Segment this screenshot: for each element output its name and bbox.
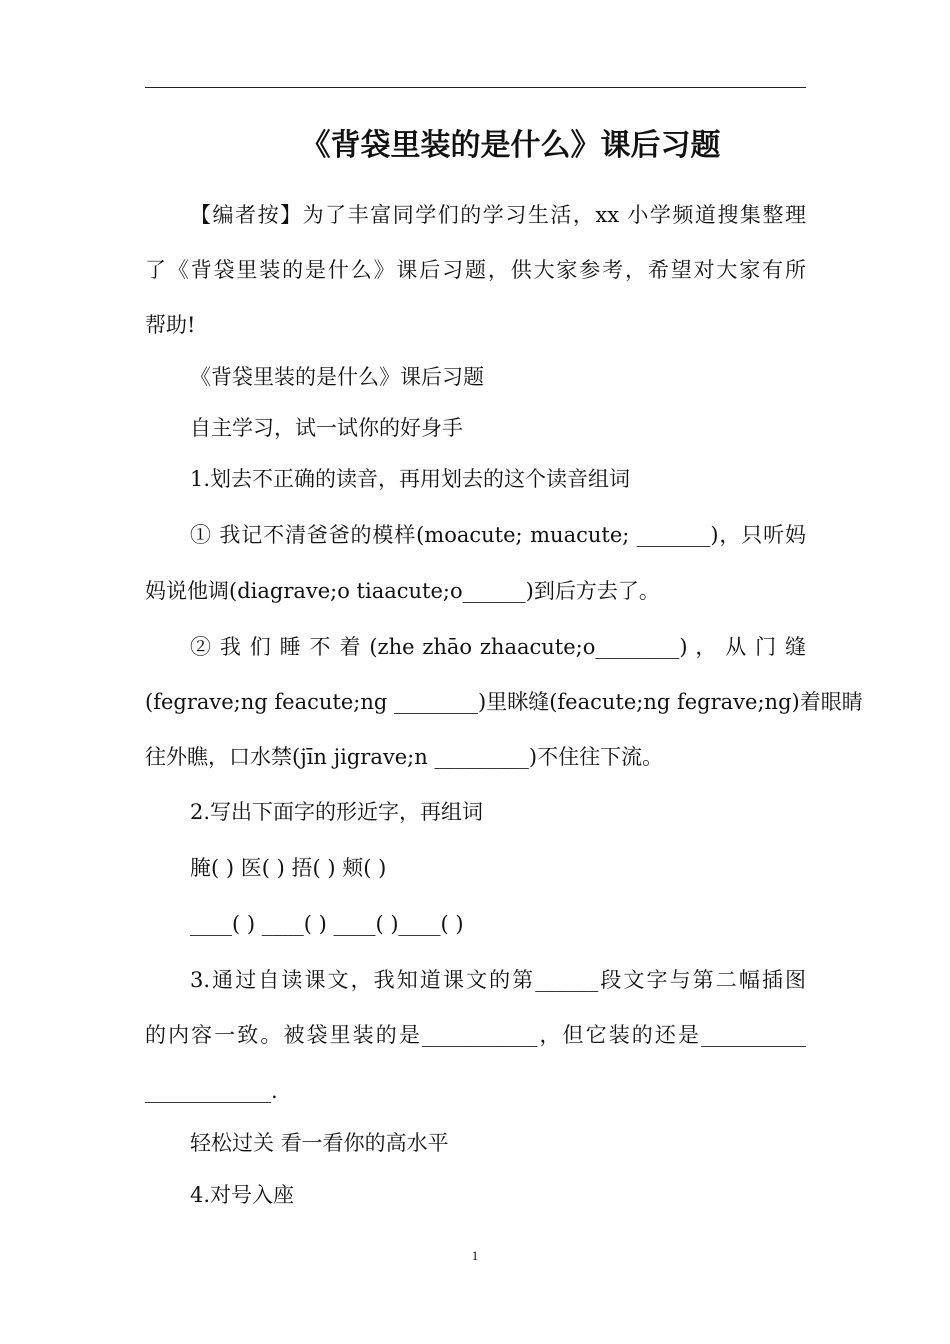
header-rule: [145, 87, 806, 88]
page-number: 1: [471, 1248, 479, 1263]
section-heading-2: 轻松过关 看一看你的高水平: [190, 1131, 449, 1155]
question-1-item-1-line-1: ① 我记不清爸爸的模样(moacute; muacute; _______)，只听妈: [190, 523, 806, 547]
intro-line-2: 了《背袋里装的是什么》课后习题，供大家参考，希望对大家有所: [145, 258, 806, 282]
intro-line-1: 【编者按】为了丰富同学们的学习生活，xx 小学频道搜集整理: [190, 203, 806, 227]
question-1-item-2-line-1: ② 我 们 睡 不 着 (zhe zhāo zhaacute;o________) ， 从 门 缝: [190, 635, 806, 659]
question-4-prompt: 4.对号入座: [190, 1183, 295, 1207]
question-2-chars: 腌( ) 医( ) 捂( ) 颊( ): [190, 856, 387, 880]
question-2-prompt: 2.写出下面字的形近字，再组词: [190, 800, 484, 824]
question-1-prompt: 1.划去不正确的读音，再用划去的这个读音组词: [190, 467, 631, 491]
intro-line-3: 帮助!: [145, 313, 196, 337]
question-3-line-1: 3.通过自读课文，我知道课文的第______段文字与第二幅插图: [190, 968, 806, 992]
question-3-line-2: 的内容一致。被袋里装的是___________，但它装的还是__________: [145, 1023, 806, 1047]
question-2-blanks: ____( ) ____( ) ____( )____( ): [190, 912, 464, 936]
subtitle: 《背袋里装的是什么》课后习题: [190, 365, 484, 389]
document-title: 《背袋里装的是什么》课后习题: [300, 128, 721, 163]
question-3-line-3: ____________.: [145, 1079, 278, 1103]
question-1-item-2-line-2: (fegrave;ng feacute;ng ________)里眯缝(feacute;ng fegrave;ng)着眼睛: [145, 690, 863, 714]
question-1-item-1-line-2: 妈说他调(diagrave;o tiaacute;o______)到后方去了。: [145, 579, 660, 603]
question-1-item-2-line-3: 往外瞧，口水禁(jīn jigrave;n _________)不住往下流。: [145, 745, 664, 769]
section-heading-1: 自主学习，试一试你的好身手: [190, 416, 463, 440]
